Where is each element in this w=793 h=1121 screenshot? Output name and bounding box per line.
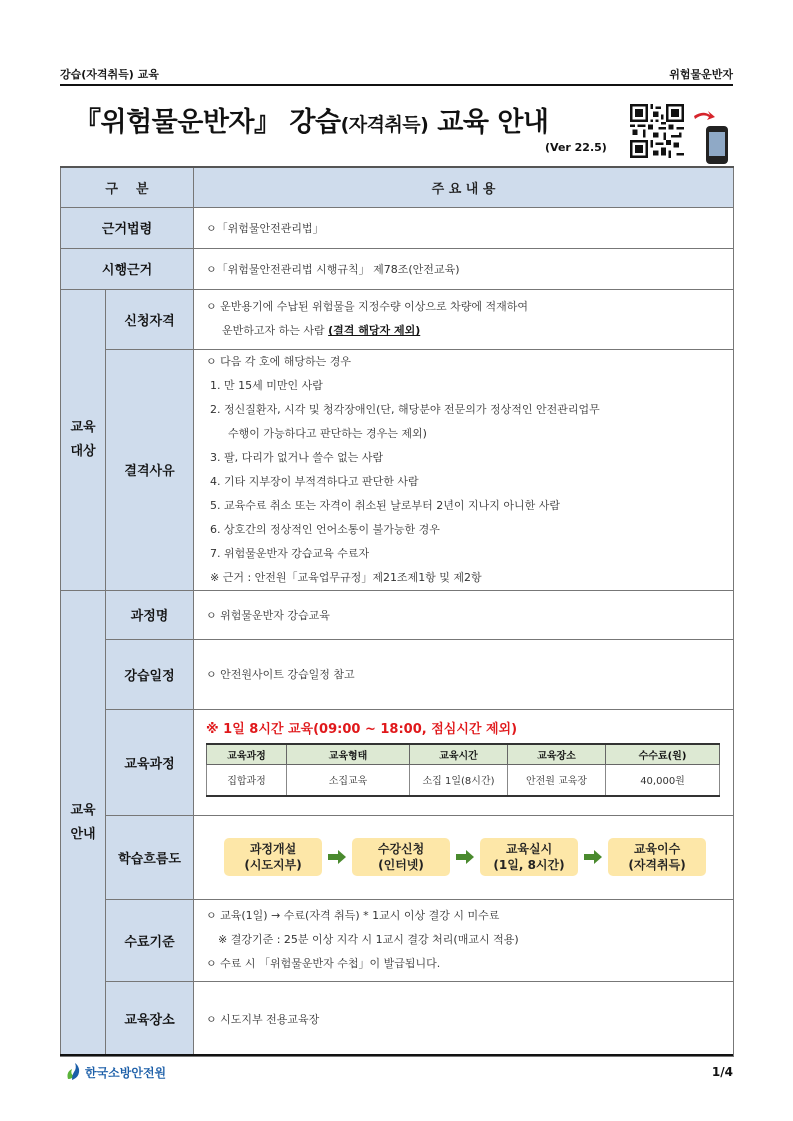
- flow-step-title: 과정개설: [249, 842, 297, 856]
- qr-code-icon[interactable]: [630, 104, 684, 158]
- course-col-header: 교육시간: [410, 744, 508, 764]
- label-schedule: 강습일정: [106, 639, 194, 709]
- flow-step: [480, 838, 578, 876]
- curriculum-content: [194, 709, 734, 815]
- disqualify-item-cont: 수행이 가능하다고 판단하는 경우는 제외): [228, 426, 427, 440]
- group-target-line2: 대상: [70, 443, 96, 459]
- group-target-line1: 교육: [70, 419, 96, 435]
- group-guide-line1: 교육: [70, 803, 96, 818]
- course-name-text: ㅇ 위험물운반자 강습교육: [194, 590, 734, 639]
- org-logo: [66, 1063, 166, 1081]
- disqualify-item: 7. 위험물운반자 강습교육 수료자: [210, 546, 370, 560]
- label-flow: 학습흐름도: [106, 815, 194, 899]
- course-table-row: [207, 764, 720, 796]
- header-content: 주 요 내 용: [194, 167, 734, 207]
- right-arrow-icon: [578, 850, 608, 864]
- label-course-name: 과정명: [106, 590, 194, 639]
- header-category: 구 분: [61, 167, 194, 207]
- location-text: ㅇ 시도지부 전용교육장: [194, 981, 734, 1056]
- header-left-label: 강습(자격취득) 교육: [60, 68, 159, 81]
- group-guide-line2: 안내: [70, 827, 96, 842]
- qualification-line2: [206, 319, 733, 343]
- table-row-disqualify: [61, 349, 734, 590]
- flow-step-title: 수강신청: [377, 842, 425, 856]
- disqualify-item: 4. 기타 지부장이 부적격하다고 판단한 사람: [210, 474, 419, 488]
- flow-step-sub: (자격취득): [628, 858, 686, 872]
- completion-line1: ㅇ 교육(1일) → 수료(자격 취득) * 1교시 이상 결강 시 미수료: [206, 909, 500, 922]
- course-cell: 안전원 교육장: [508, 764, 606, 796]
- table-row-flow: [61, 815, 734, 899]
- page-header: [60, 64, 733, 86]
- table-row-completion: [61, 899, 734, 981]
- right-arrow-icon: [322, 850, 352, 864]
- learning-flow: [194, 838, 733, 876]
- enforce-text: ㅇ「위험물안전관리법 시행규칙」 제78조(안전교육): [194, 248, 734, 289]
- course-table-header: [207, 744, 720, 764]
- qualification-content: [194, 289, 734, 349]
- title-part-c: 교육 안내: [428, 107, 549, 138]
- group-guide: [61, 590, 106, 1056]
- header-right-label: 위험물운반자: [669, 68, 733, 81]
- completion-content: [194, 899, 734, 981]
- flow-step-sub: (인터넷): [378, 858, 424, 872]
- table-row-enforce: [61, 248, 734, 289]
- page-title: [74, 100, 549, 139]
- flow-step-sub: (시도지부): [244, 858, 302, 872]
- disqualify-item: 2. 정신질환자, 시각 및 청각장애인(단, 해당분야 전문의가 정상적인 안전관리업무: [210, 402, 600, 416]
- footer-divider: [60, 1054, 733, 1056]
- label-completion: 수료기준: [106, 899, 194, 981]
- disqualify-intro: ㅇ 다음 각 호에 해당하는 경우: [206, 354, 352, 368]
- completion-line2: ※ 결강기준 : 25분 이상 지각 시 1교시 결강 처리(매교시 적용): [218, 933, 519, 946]
- course-col-header: 교육장소: [508, 744, 606, 764]
- flow-content: [194, 815, 734, 899]
- right-arrow-icon: [450, 850, 480, 864]
- label-curriculum: 교육과정: [106, 709, 194, 815]
- label-location: 교육장소: [106, 981, 194, 1056]
- qualification-line1: ㅇ 운반용기에 수납된 위험물을 지정수량 이상으로 차량에 적재하여: [206, 300, 529, 313]
- flow-step-sub: (1일, 8시간): [493, 858, 565, 872]
- label-qualification: 신청자격: [106, 289, 194, 349]
- curved-arrow-icon: [693, 110, 715, 124]
- flow-step-title: 교육이수: [633, 842, 681, 856]
- course-cell: 집합과정: [207, 764, 287, 796]
- table-row-law: [61, 207, 734, 248]
- schedule-text: ㅇ 안전원사이트 강습일정 참고: [194, 639, 734, 709]
- flame-logo-icon: [66, 1063, 82, 1081]
- flow-step: [608, 838, 706, 876]
- page-number: 1/4: [711, 1065, 733, 1079]
- title-part-a: 『위험물운반자』 강습: [74, 107, 341, 138]
- disqualify-item: 1. 만 15세 미만인 사람: [210, 378, 323, 392]
- group-target: [61, 289, 106, 590]
- course-cell: 40,000원: [606, 764, 720, 796]
- org-name: 한국소방안전원: [85, 1065, 167, 1080]
- disqualify-note: ※ 근거 : 안전원「교육업무규정」제21조제1항 및 제2항: [210, 570, 482, 584]
- table-row-course-name: [61, 590, 734, 639]
- flow-step: [352, 838, 450, 876]
- flow-step-title: 교육실시: [505, 842, 553, 856]
- flow-step: [224, 838, 322, 876]
- smartphone-icon: [706, 126, 728, 164]
- disqualify-item: 6. 상호간의 정상적인 언어소통이 불가능한 경우: [210, 522, 440, 536]
- table-row-curriculum: [61, 709, 734, 815]
- label-law: 근거법령: [61, 207, 194, 248]
- version-label: (Ver 22.5): [545, 141, 607, 154]
- table-row-schedule: [61, 639, 734, 709]
- title-part-b: (자격취득): [340, 114, 429, 136]
- course-col-header: 교육과정: [207, 744, 287, 764]
- completion-line3: ㅇ 수료 시 「위험물운반자 수첩」이 발급됩니다.: [206, 957, 441, 970]
- course-cell: 소집 1일(8시간): [410, 764, 508, 796]
- course-cell: 소집교육: [287, 764, 410, 796]
- course-col-header: 수수료(원): [606, 744, 720, 764]
- label-enforce: 시행근거: [61, 248, 194, 289]
- course-table: [206, 743, 720, 797]
- table-header-row: [61, 167, 734, 207]
- disqualify-item: 3. 팔, 다리가 없거나 쓸수 없는 사람: [210, 450, 384, 464]
- label-disqualify: 결격사유: [106, 349, 194, 590]
- table-row-location: [61, 981, 734, 1056]
- curriculum-notice: ※ 1일 8시간 교육(09:00 ~ 18:00, 점심시간 제외): [206, 722, 518, 737]
- table-row-qualification: [61, 289, 734, 349]
- disqualify-item: 5. 교육수료 취소 또는 자격이 취소된 날로부터 2년이 지나지 아니한 사람: [210, 498, 561, 512]
- qualification-line2-text: 운반하고자 하는 사람: [222, 324, 329, 337]
- qualification-exclusion-note: (결격 해당자 제외): [328, 324, 421, 337]
- info-table: [60, 166, 734, 1057]
- disqualify-content: [194, 349, 734, 590]
- course-col-header: 교육형태: [287, 744, 410, 764]
- law-text: ㅇ「위험물안전관리법」: [194, 207, 734, 248]
